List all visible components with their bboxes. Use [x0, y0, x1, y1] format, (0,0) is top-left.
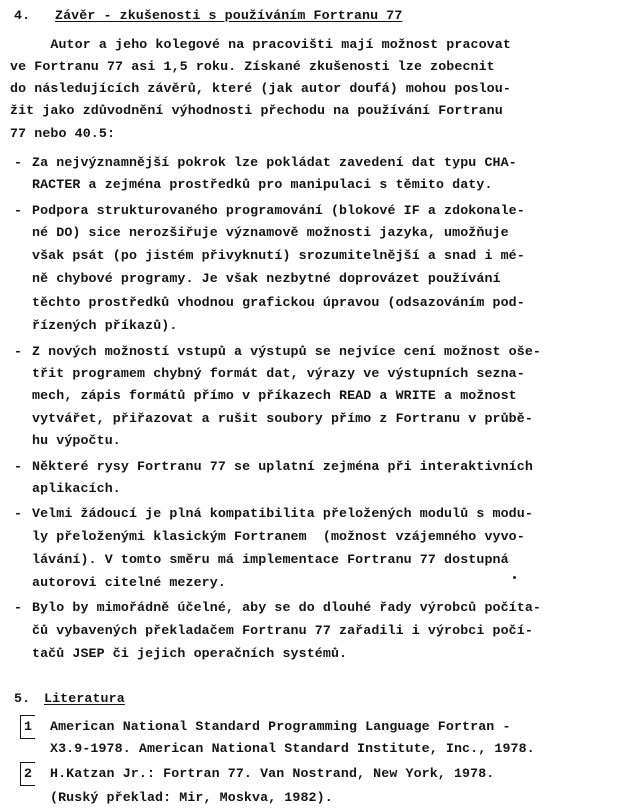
bullet-line: autorovi citelné mezery. [32, 575, 226, 590]
bullet-marker: - [14, 459, 22, 474]
bullet-line: lávání). V tomto směru má implementace Fortranu 77 dostupná [32, 552, 509, 567]
bullet-line: tačů JSEP či jejich operačních systémů. [32, 646, 348, 661]
bullet-line: těchto prostředků vhodnou grafickou úpravou (odsazováním pod- [32, 295, 525, 310]
bullet-line: né DO) sice nerozšiřuje významově možnosti jazyka, umožňuje [32, 225, 509, 240]
bullet-line: řízených příkazů). [32, 318, 178, 333]
intro-line: do následujících závěrů, které (jak autor doufá) mohou poslou- [10, 81, 511, 96]
bullet-line: aplikacích. [32, 481, 121, 496]
section-4-title: Závěr - zkušenosti s používáním Fortranu 77 [55, 8, 403, 23]
bullet-line: Za nejvýznamnější pokrok lze pokládat zavedení dat typu CHA- [32, 155, 517, 170]
bullet-line: třit programem chybný formát dat, výrazy ve výstupních sezna- [32, 366, 525, 381]
intro-line: žit jako zdůvodnění výhodnosti přechodu na používání Fortranu [10, 103, 503, 118]
bullet-line: Velmi žádoucí je plná kompatibilita přeložených modulů s modu- [32, 506, 533, 521]
intro-line: ve Fortranu 77 asi 1,5 roku. Získané zkušenosti lze zobecnit [10, 59, 495, 74]
reference-number: 2 [24, 766, 32, 781]
reference-line: American National Standard Programming Language Fortran - [50, 719, 511, 734]
reference-line: (Ruský překlad: Mir, Moskva, 1982). [50, 790, 333, 805]
bullet-marker: - [14, 155, 22, 170]
bullet-marker: - [14, 506, 22, 521]
reference-line: X3.9-1978. American National Standard Institute, Inc., 1978. [50, 741, 535, 756]
bullet-line: RACTER a zejména prostředků pro manipulaci s těmito daty. [32, 177, 493, 192]
intro-line: 77 nebo 40.5: [10, 126, 116, 141]
section-5-title: Literatura [44, 691, 125, 706]
reference-number: 1 [24, 719, 32, 734]
bullet-line: Některé rysy Fortranu 77 se uplatní zejména při interaktivních [32, 459, 533, 474]
bullet-marker: - [14, 344, 22, 359]
intro-line: Autor a jeho kolegové na pracovišti mají možnost pracovat [10, 37, 511, 52]
bullet-marker: - [14, 600, 22, 615]
bullet-line: ly přeloženými klasickým Fortranem (možnost vzájemného vyvo- [32, 529, 525, 544]
bullet-line: mech, zápis formátů přímo v příkazech READ a WRITE a možnost [32, 388, 517, 403]
bullet-line: Podpora strukturovaného programování (blokové IF a zdokonale- [32, 203, 525, 218]
bullet-line: hu výpočtu. [32, 433, 121, 448]
section-5-number: 5. [14, 691, 31, 706]
ink-speck [513, 576, 516, 579]
reference-line: H.Katzan Jr.: Fortran 77. Van Nostrand, New York, 1978. [50, 766, 495, 781]
bullet-line: Bylo by mimořádně účelné, aby se do dlouhé řady výrobců počíta- [32, 600, 542, 615]
bullet-line: čů vybavených překladačem Fortranu 77 zařadili i výrobci počí- [32, 623, 533, 638]
bullet-line: vytvářet, přiřazovat a rušit soubory přímo z Fortranu v průbě- [32, 411, 533, 426]
bullet-line: ně chybové programy. Je však nezbytné doprovázet používání [32, 271, 501, 286]
bullet-line: však psát (po jistém přivyknutí) srozumitelnější a snad i mé- [32, 248, 525, 263]
section-4-number: 4. [14, 8, 31, 23]
bullet-marker: - [14, 203, 22, 218]
bullet-line: Z nových možností vstupů a výstupů se nejvíce cení možnost oše- [32, 344, 542, 359]
